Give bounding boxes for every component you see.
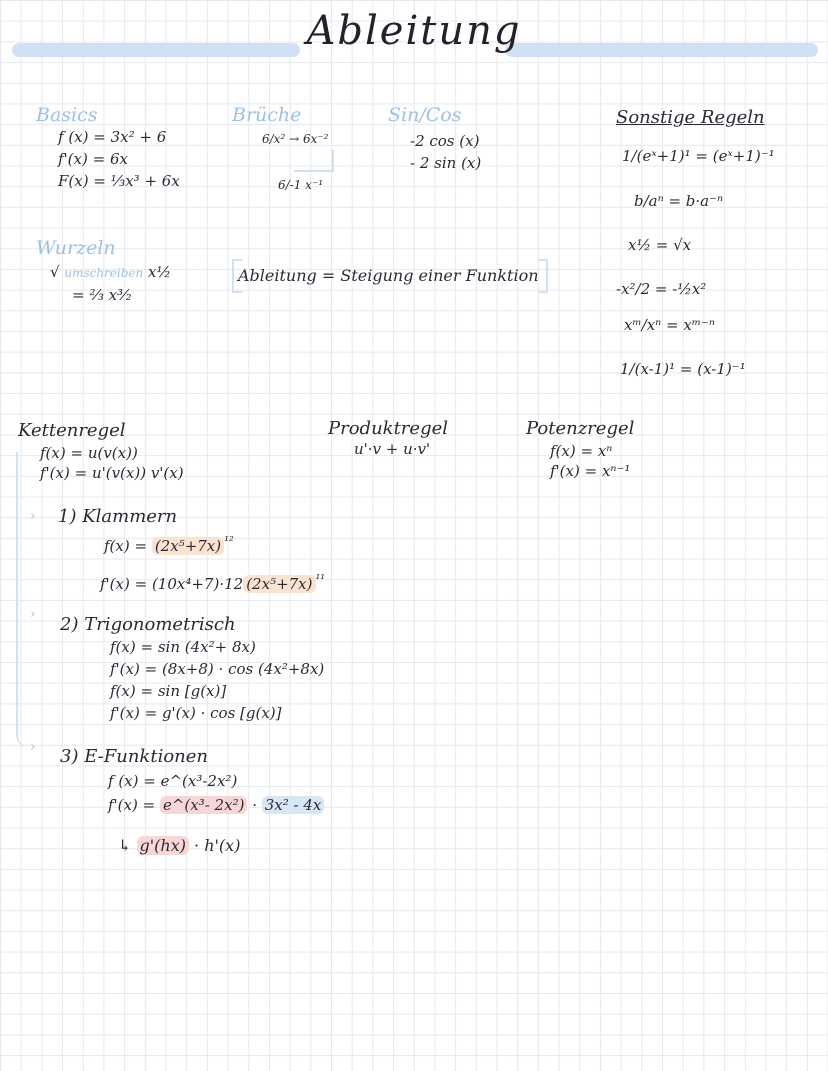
kettenregel-line-1: f(x) = u(v(x))	[40, 444, 138, 462]
brueche-line-1: 6/x² → 6x⁻²	[262, 132, 329, 146]
sonstige-rule-2: b/aⁿ = b·a⁻ⁿ	[634, 192, 724, 210]
efunk-arrow: ↳	[118, 836, 132, 855]
connector-arrow-1: ›	[30, 508, 36, 524]
klammern-line-2-mid: ·12	[219, 575, 244, 593]
page-title: Ableitung	[306, 8, 522, 54]
trig-line-3: f(x) = sin [g(x)]	[110, 682, 227, 700]
sonstige-rule-3: x½ = √x	[628, 236, 692, 254]
wurzeln-heading: Wurzeln	[36, 237, 116, 259]
efunk-line-2	[108, 796, 324, 815]
kettenregel-heading: Kettenregel	[18, 420, 126, 441]
connector-arrow-2: ›	[30, 606, 36, 622]
basics-line-2: f'(x) = 6x	[58, 150, 128, 168]
sonstige-rule-1: 1/(eˣ+1)¹ = (eˣ+1)⁻¹	[622, 147, 775, 165]
sonstige-rule-6: 1/(x-1)¹ = (x-1)⁻¹	[620, 360, 746, 378]
kettenregel-line-2: f'(x) = u'(v(x)) v'(x)	[40, 464, 184, 482]
definition-bracket-right	[538, 259, 548, 293]
basics-line-1: f (x) = 3x² + 6	[58, 128, 167, 146]
klammern-heading: 1) Klammern	[58, 506, 178, 527]
klammern-line-2	[100, 570, 325, 594]
efunk-line-3	[118, 836, 240, 855]
wurzeln-root-symbol: √	[50, 263, 60, 281]
klammern-line-2-prefix: f'(x) =	[100, 575, 152, 593]
brueche-heading: Brüche	[232, 104, 302, 126]
efunk-h-prime: · h'(x)	[194, 836, 241, 855]
potenzregel-line-1: f(x) = xⁿ	[550, 442, 613, 460]
efunk-line-2-mid: ·	[247, 796, 262, 814]
sincos-line-2: - 2 sin (x)	[410, 154, 482, 172]
wurzeln-power: x½	[148, 263, 172, 281]
connector-arrow-3: ›	[30, 739, 36, 755]
sincos-heading: Sin/Cos	[388, 104, 462, 126]
klammern-line-1-exp: ¹²	[224, 534, 234, 548]
klammern-line-1	[104, 532, 234, 556]
trig-line-4: f'(x) = g'(x) · cos [g(x)]	[110, 704, 282, 722]
efunk-line-2-prefix: f'(x) =	[108, 796, 160, 814]
kettenregel-connector	[16, 452, 38, 748]
efunk-line-1: f (x) = e^(x³-2x²)	[108, 772, 238, 790]
basics-heading: Basics	[36, 104, 98, 126]
sonstige-heading: Sonstige Regeln	[616, 107, 765, 128]
klammern-line-2-exp: ¹¹	[315, 572, 326, 586]
klammern-line-2-part2: (2x⁵+7x)	[243, 575, 315, 593]
definition-line	[238, 266, 539, 285]
trig-heading: 2) Trigonometrisch	[60, 614, 236, 635]
brueche-arrow-bracket	[294, 150, 334, 172]
klammern-line-2-part1: (10x⁴+7)	[151, 575, 220, 593]
brueche-line-2: 6/-1 x⁻¹	[278, 178, 324, 192]
produktregel-line: u'·v + u·v'	[354, 440, 431, 458]
sincos-line-1: -2 cos (x)	[410, 132, 480, 150]
efunk-line-2-exp: e^(x³- 2x²)	[160, 796, 247, 814]
trig-line-1: f(x) = sin (4x²+ 8x)	[110, 638, 256, 656]
produktregel-heading: Produktregel	[328, 418, 448, 439]
potenzregel-heading: Potenzregel	[526, 418, 635, 439]
trig-line-2: f'(x) = (8x+8) · cos (4x²+8x)	[110, 660, 325, 678]
sonstige-rule-4: -x²/2 = -½x²	[616, 280, 707, 298]
definition-term: Ableitung	[238, 266, 317, 285]
klammern-line-1-prefix: f(x) =	[104, 537, 152, 555]
klammern-line-1-inner: (2x⁵+7x)	[152, 537, 224, 555]
sonstige-rule-5: xᵐ/xⁿ = xᵐ⁻ⁿ	[624, 316, 716, 334]
definition-equals: =	[321, 266, 336, 285]
wurzeln-hint: umschreiben	[64, 266, 144, 280]
efunk-line-2-inner-deriv: 3x² - 4x	[262, 796, 325, 814]
basics-line-3: F(x) = ⅓x³ + 6x	[58, 172, 180, 190]
wurzeln-line-1	[50, 263, 171, 283]
definition-text: Steigung einer Funktion	[340, 266, 539, 285]
efunk-g-prime: g'(hx)	[137, 836, 189, 855]
potenzregel-line-2: f'(x) = xⁿ⁻¹	[550, 462, 631, 480]
wurzeln-line-2: = ⅔ x³⁄₂	[72, 286, 132, 304]
efunk-heading: 3) E-Funktionen	[60, 746, 208, 767]
